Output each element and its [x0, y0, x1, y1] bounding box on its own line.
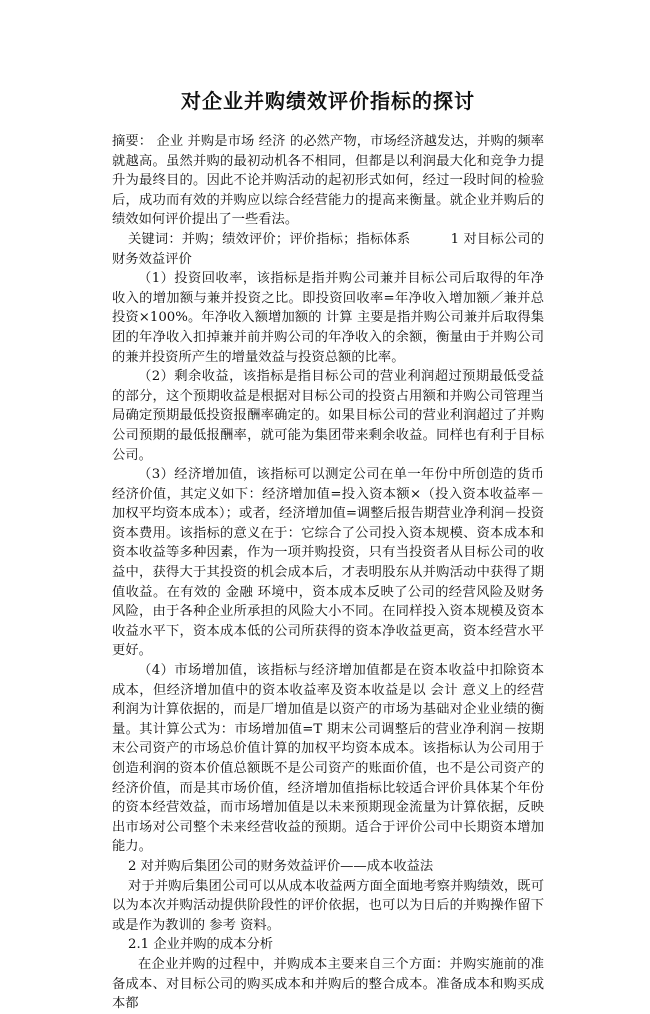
- paragraph-economic-value-added: （3）经济增加值，该指标可以测定公司在单一年份中所创造的货币经济价值，其定义如下：经济增加值=投入资本额×（投入资本收益率－加权平均资本成本）；或者，经济增加值=调整后报告期营业净利润－投资资本费用。该指标的意义在于：它综合了公司投入资本规模、资本成本和资本收益等多种因素，作为一项并购投资，只有当投资者从目标公司的收益中，获得大于其投资的机会成本后，才表明股东从并购活动中获得了期值收益。在有效的 金融 环境中，资本成本反映了公司的经营风险及财务风险，由于各种企业所承担的风险大小不同。在同样投入资本规模及资本收益水平下，资本成本低的公司所获得的资本净收益更高，资本经营水平更好。: [112, 467, 544, 659]
- paragraph-residual-income: （2）剩余收益，该指标是指目标公司的营业利润超过预期最低受益的部分，这个预期收益是根据对目标公司的投资占用额和并购公司管理当局确定预期最低投资报酬率确定的。如果目标公司的营业利润超过了并购公司预期的最低报酬率，就可能为集团带来剩余收益。同样也有利于目标公司。: [112, 369, 544, 463]
- page-title: 对企业并购绩效评价指标的探讨: [181, 89, 475, 113]
- document: [112, 86, 544, 1014]
- paragraph-investment-return: （1）投资回收率，该指标是指并购公司兼并目标公司后取得的年净收入的增加额与兼并投资之比。即投资回收率=年净收入增加额／兼并总投资×100%。年净收入额增加额的 计算 主要是指并购公司兼并后取得集团的年净收入扣掉兼并前并购公司的年净收入的余额，衡量由于并购公司的兼并投资所产生的增量效益与投资总额的比率。: [112, 271, 544, 365]
- paragraph-market-value-added: （4）市场增加值，该指标与经济增加值都是在资本收益中扣除资本成本，但经济增加值中的资本收益率及资本收益是以 会计 意义上的经营利润为计算依据的，而是厂增加值是以资产的市场为基础对企业业绩的衡量。其计算公式为：市场增加值=T 期末公司调整后的营业净利润－按期末公司资产的市场总价值计算的加权平均资本成本。该指标认为公司用于创造利润的资本价值总额既不是公司资产的账面价值，也不是公司资产的经济价值，而是其市场价值，经济增加值指标比较适合评价具体某个年份的资本经营效益，而市场增加值是以未来预期现金流量为计算依据，反映出市场对公司整个未来经营收益的预期。适合于评价公司中长期资本增加能力。: [112, 663, 544, 855]
- keywords: 关键词：并购；绩效评价；评价指标；指标体系 1 对目标公司的财务效益评价: [112, 231, 544, 267]
- section-2-1-heading: 2.1 企业并购的成本分析: [128, 937, 274, 953]
- abstract: 摘要： 企业 并购是市场 经济 的必然产物，市场经济越发达，并购的频率就越高。虽然并购的最初动机各不相同，但都是以利润最大化和竞争力提升为最终目的。因此不论并购活动的起初形式如何，经过一段时间的检验后，成功而有效的并购应以综合经营能力的提高来衡量。就企业并购后的绩效如何评价提出了一些看法。: [112, 134, 544, 228]
- section-2-1-text: 在企业并购的过程中，并购成本主要来自三个方面：并购实施前的准备成本、对目标公司的购买成本和并购后的整合成本。准备成本和购买成本都: [112, 956, 544, 1012]
- section-2-heading: 2 对并购后集团公司的财务效益评价——成本收益法: [128, 858, 434, 874]
- section-2-intro: 对于并购后集团公司可以从成本收益两方面全面地考察并购绩效，既可以为本次并购活动提供阶段性的评价依据，也可以为日后的并购操作留下或是作为教训的 参考 资料。: [112, 878, 544, 933]
